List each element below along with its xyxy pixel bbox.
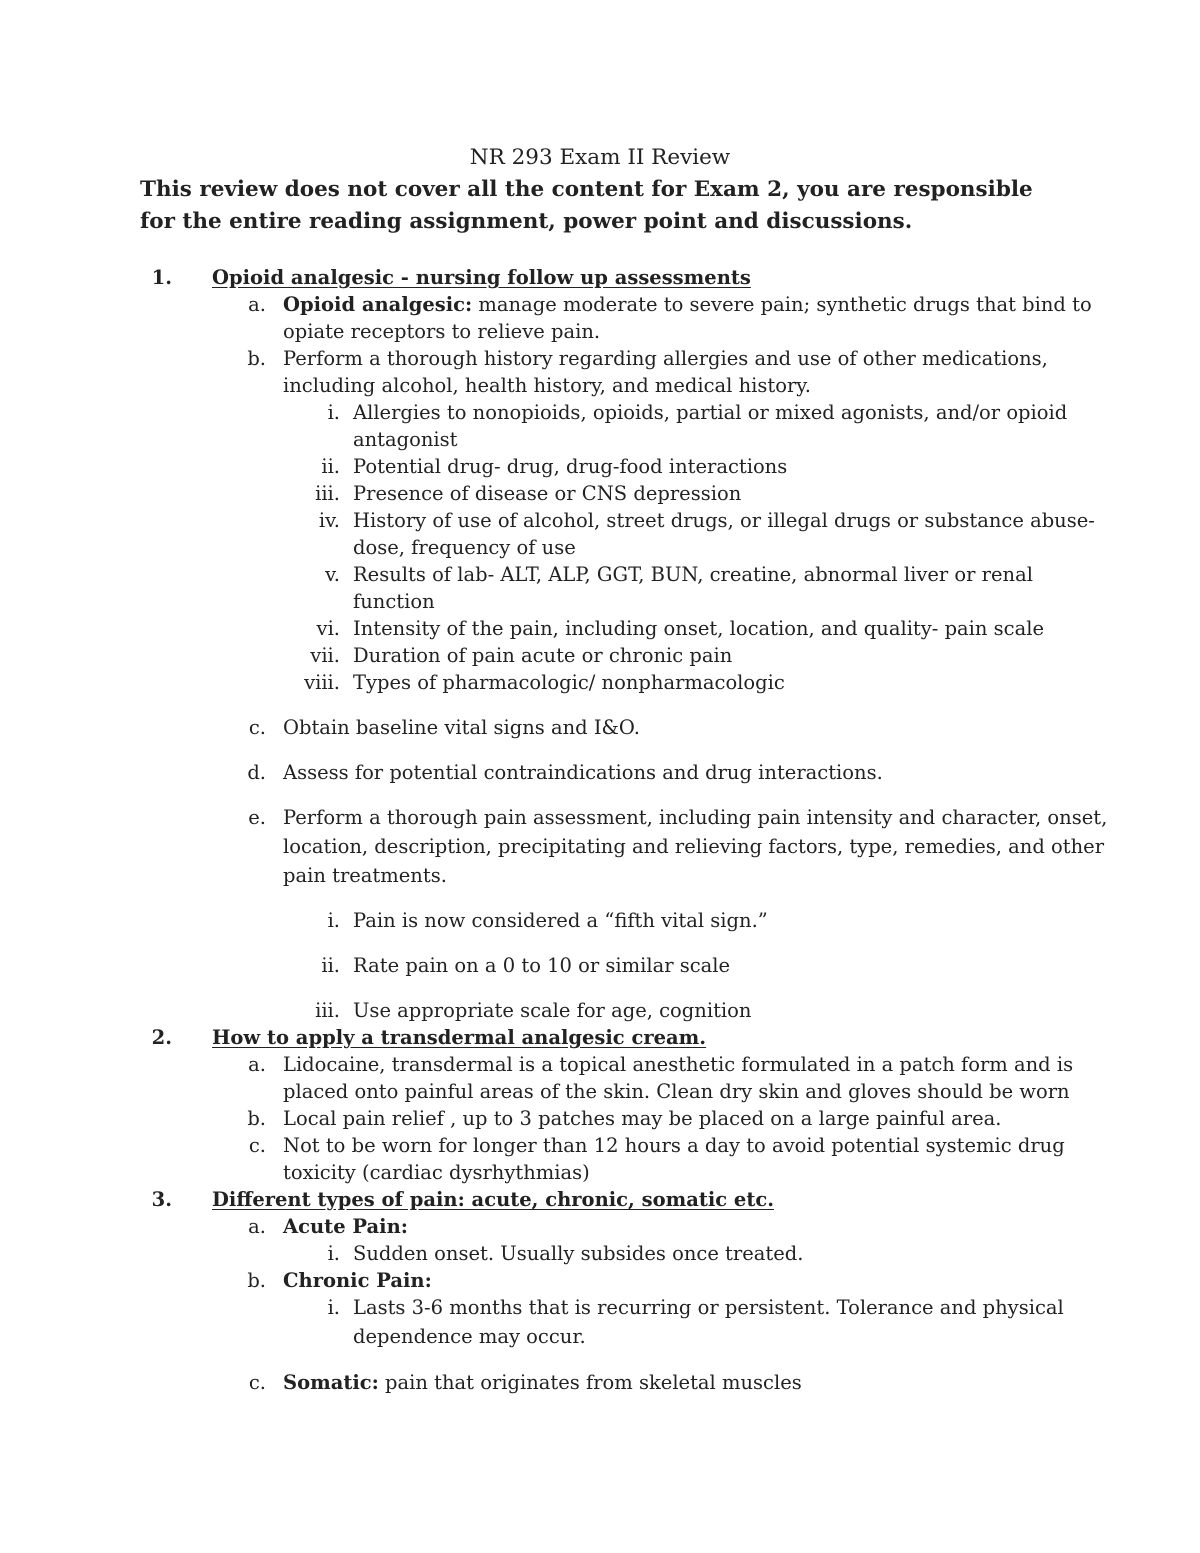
item-marker: a.	[248, 1215, 266, 1238]
list-subitem	[300, 669, 785, 696]
term-label: Chronic Pain:	[283, 1269, 432, 1292]
section-marker: 3.	[151, 1188, 172, 1211]
item-text-continued: opiate receptors to relieve pain.	[283, 320, 601, 343]
item-marker: e.	[248, 806, 266, 829]
subitem-text: Potential drug- drug, drug-food interactions	[353, 455, 788, 478]
subitem-marker: vi.	[316, 617, 340, 640]
document-title: NR 293 Exam II Review	[469, 145, 731, 170]
section-title: How to apply a transdermal analgesic cream.	[212, 1026, 707, 1049]
subitem-text-continued: function	[353, 590, 435, 613]
term-label: Opioid analgesic:	[283, 293, 473, 316]
subitem-text: Presence of disease or CNS depression	[353, 482, 742, 505]
subitem-marker: iii.	[315, 482, 340, 505]
list-subitem	[300, 399, 1068, 426]
subitem-marker: v.	[325, 563, 340, 586]
list-item	[240, 804, 1108, 831]
subitem-text-continued: antagonist	[353, 428, 458, 451]
item-marker: a.	[248, 1053, 266, 1076]
list-item	[240, 291, 1092, 318]
section-title: Opioid analgesic - nursing follow up assessments	[212, 266, 751, 289]
list-subitem	[300, 1240, 804, 1267]
item-text: Not to be worn for longer than 12 hours a day to avoid potential systemic drug	[283, 1134, 1065, 1157]
list-subitem	[300, 997, 752, 1024]
item-marker: b.	[247, 347, 266, 370]
term-label: Somatic:	[283, 1371, 379, 1394]
section-1-heading	[150, 264, 751, 291]
item-text-continued: toxicity (cardiac dysrhythmias)	[283, 1161, 590, 1184]
list-item	[240, 1267, 432, 1294]
subitem-marker: i.	[327, 1242, 340, 1265]
term-label: Acute Pain:	[283, 1215, 408, 1238]
section-2-heading	[150, 1024, 707, 1051]
subitem-marker: vii.	[310, 644, 340, 667]
subitem-text: Duration of pain acute or chronic pain	[353, 644, 733, 667]
subitem-text: Lasts 3-6 months that is recurring or persistent. Tolerance and physical	[353, 1296, 1064, 1319]
list-item	[240, 1105, 1002, 1132]
item-marker: d.	[247, 761, 266, 784]
item-marker: c.	[248, 1134, 266, 1157]
subitem-marker: i.	[327, 909, 340, 932]
list-subitem	[300, 507, 1095, 534]
subitem-marker: ii.	[321, 455, 340, 478]
list-item	[240, 759, 883, 786]
subitem-text: History of use of alcohol, street drugs, or illegal drugs or substance abuse-	[353, 509, 1095, 532]
subitem-text: Use appropriate scale for age, cognition	[353, 999, 752, 1022]
item-marker: c.	[248, 1371, 266, 1394]
subitem-text-continued: dose, frequency of use	[353, 536, 576, 559]
list-item	[240, 345, 1048, 372]
list-subitem	[300, 453, 788, 480]
subitem-marker: iii.	[315, 999, 340, 1022]
list-item	[240, 1051, 1074, 1078]
item-marker: c.	[248, 716, 266, 739]
subitem-text: Intensity of the pain, including onset, location, and quality- pain scale	[353, 617, 1045, 640]
item-marker: b.	[247, 1269, 266, 1292]
item-text: Obtain baseline vital signs and I&O.	[283, 716, 640, 739]
review-disclaimer: This review does not cover all the content for Exam 2, you are responsible for the entire reading assignment, power point and discussions.	[140, 177, 1033, 234]
item-text: Perform a thorough history regarding allergies and use of other medications,	[283, 347, 1048, 370]
item-text: Assess for potential contraindications and drug interactions.	[283, 761, 883, 784]
list-subitem	[300, 952, 731, 979]
item-marker: a.	[248, 293, 266, 316]
subitem-text: Results of lab- ALT, ALP, GGT, BUN, creatine, abnormal liver or renal	[353, 563, 1033, 586]
list-item	[240, 1369, 802, 1396]
subitem-text: Allergies to nonopioids, opioids, partial or mixed agonists, and/or opioid	[353, 401, 1068, 424]
item-text: Local pain relief , up to 3 patches may be placed on a large painful area.	[283, 1107, 1002, 1130]
item-text: pain that originates from skeletal muscles	[378, 1371, 802, 1394]
item-text: Perform a thorough pain assessment, including pain intensity and character, onset,	[283, 806, 1108, 829]
list-subitem	[300, 642, 733, 669]
section-title: Different types of pain: acute, chronic, somatic etc.	[212, 1188, 775, 1211]
list-subitem	[300, 907, 768, 934]
subitem-text: Types of pharmacologic/ nonpharmacologic	[353, 671, 785, 694]
subitem-marker: i.	[327, 1296, 340, 1319]
section-3-heading	[150, 1186, 775, 1213]
list-subitem	[300, 480, 742, 507]
subitem-text: Sudden onset. Usually subsides once treated.	[353, 1242, 804, 1265]
subitem-text: Rate pain on a 0 to 10 or similar scale	[353, 954, 731, 977]
subitem-marker: i.	[327, 401, 340, 424]
item-text-continued: including alcohol, health history, and medical history.	[283, 374, 811, 397]
list-item	[240, 1132, 1065, 1159]
subitem-marker: ii.	[321, 954, 340, 977]
item-text-continued: location, description, precipitating and relieving factors, type, remedies, and other	[283, 835, 1105, 858]
subitem-text: Pain is now considered a “fifth vital sign.”	[353, 909, 768, 932]
item-text-continued: placed onto painful areas of the skin. Clean dry skin and gloves should be worn	[283, 1080, 1070, 1103]
item-text: Lidocaine, transdermal is a topical anesthetic formulated in a patch form and is	[283, 1053, 1074, 1076]
list-subitem	[300, 615, 1045, 642]
item-text: manage moderate to severe pain; synthetic drugs that bind to	[472, 293, 1092, 316]
item-marker: b.	[247, 1107, 266, 1130]
list-item	[240, 1213, 408, 1240]
list-item	[240, 714, 640, 741]
subitem-marker: iv.	[318, 509, 340, 532]
section-marker: 1.	[151, 266, 172, 289]
subitem-marker: viii.	[304, 671, 340, 694]
list-subitem	[300, 561, 1033, 588]
subitem-text-continued: dependence may occur.	[353, 1325, 586, 1348]
list-subitem	[300, 1294, 1064, 1321]
section-marker: 2.	[151, 1026, 172, 1049]
item-text-continued: pain treatments.	[283, 864, 447, 887]
